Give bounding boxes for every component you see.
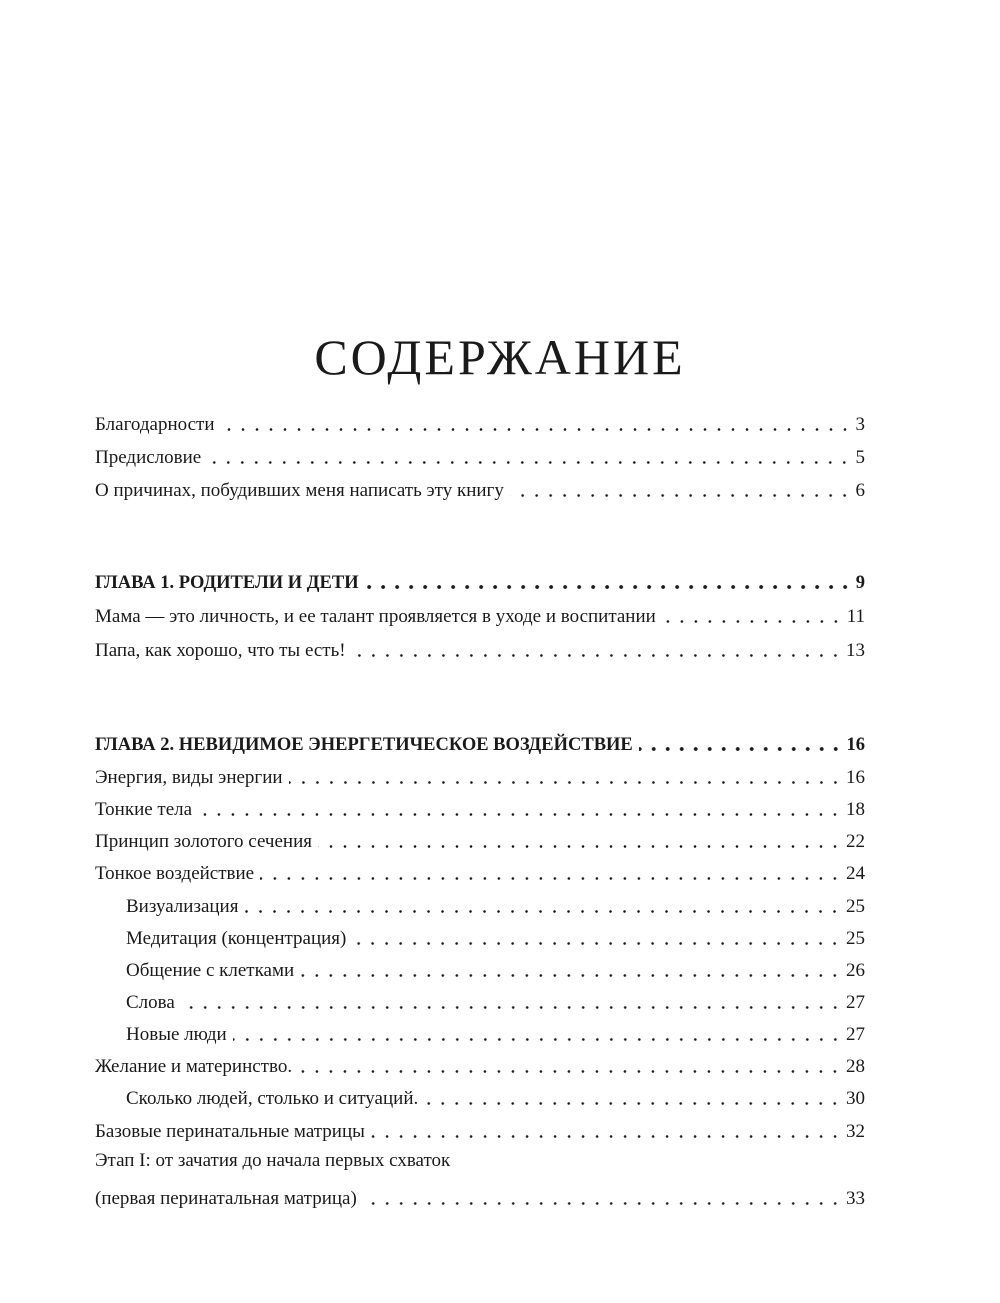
table-of-contents <box>95 0 865 1303</box>
dot-leader <box>352 942 842 945</box>
toc-subentry[interactable] <box>126 923 865 951</box>
toc-entry[interactable] <box>95 858 865 886</box>
toc-page-number: 25 <box>846 896 865 917</box>
toc-entry-title: Общение с клетками <box>126 960 295 981</box>
toc-entry[interactable] <box>95 1116 865 1144</box>
toc-entry-title: Энергия, виды энергии <box>95 767 283 788</box>
dot-leader <box>221 428 852 431</box>
dot-leader <box>233 1038 842 1041</box>
toc-entry-title: Визуализация <box>126 896 239 917</box>
toc-entry-first-line[interactable] <box>95 1149 865 1177</box>
toc-chapter-2-heading[interactable] <box>95 729 865 757</box>
page-title: СОДЕРЖАНИЕ <box>314 329 686 385</box>
dot-leader <box>352 654 842 657</box>
dot-leader <box>424 1102 842 1105</box>
toc-page-number: 24 <box>846 863 865 884</box>
dot-leader <box>662 620 843 623</box>
toc-subentry[interactable] <box>126 891 865 919</box>
toc-chapter-1-heading[interactable] <box>95 567 865 595</box>
dot-leader <box>181 1006 842 1009</box>
dot-leader <box>318 845 842 848</box>
toc-entry-title: Слова <box>126 992 175 1013</box>
dot-leader <box>198 813 842 816</box>
toc-page-number: 22 <box>846 831 865 852</box>
dot-leader <box>365 585 852 589</box>
toc-entry-preface[interactable] <box>95 442 865 470</box>
toc-page-number: 26 <box>846 960 865 981</box>
toc-entry-title: Тонкое воздействие <box>95 863 255 884</box>
toc-entry[interactable] <box>95 635 865 663</box>
toc-chapter-title: ГЛАВА 1. РОДИТЕЛИ И ДЕТИ <box>95 573 359 593</box>
toc-entry-title: Предисловие <box>95 447 202 468</box>
toc-page-number: 16 <box>846 735 865 755</box>
toc-entry-title: Базовые перинатальные матрицы <box>95 1121 365 1142</box>
toc-entry[interactable] <box>95 601 865 629</box>
toc-entry-title: Этап I: от зачатия до начала первых схваток <box>95 1150 451 1171</box>
toc-entry-title: Сколько людей, столько и ситуаций. <box>126 1088 419 1109</box>
toc-page-number: 13 <box>846 640 865 661</box>
toc-page-number: 30 <box>846 1088 865 1109</box>
toc-page-number: 6 <box>855 480 865 501</box>
toc-page-number: 33 <box>846 1188 865 1209</box>
toc-page-number: 25 <box>846 928 865 949</box>
toc-entry[interactable] <box>95 826 865 854</box>
toc-entry-title: Мама — это личность, и ее талант проявляется в уходе и воспитании <box>95 606 656 627</box>
toc-page-number: 27 <box>846 992 865 1013</box>
toc-entry-title: О причинах, побудивших меня написать эту книгу <box>95 480 504 501</box>
toc-page-number: 32 <box>846 1121 865 1142</box>
toc-entry-title: Благодарности <box>95 414 215 435</box>
toc-page-number: 27 <box>846 1024 865 1045</box>
toc-page-number: 16 <box>846 767 865 788</box>
dot-leader <box>260 877 842 880</box>
toc-subentry[interactable] <box>126 987 865 1015</box>
toc-page-number: 5 <box>855 447 865 468</box>
dot-leader <box>298 1070 842 1073</box>
toc-chapter-title: ГЛАВА 2. НЕВИДИМОЕ ЭНЕРГЕТИЧЕСКОЕ ВОЗДЕЙСТВИЕ <box>95 735 633 755</box>
dot-leader <box>244 910 842 913</box>
toc-entry-title: Медитация (концентрация) <box>126 928 347 949</box>
toc-entry[interactable] <box>95 1183 865 1211</box>
toc-page-number: 28 <box>846 1056 865 1077</box>
toc-subentry[interactable] <box>126 1019 865 1047</box>
toc-entry[interactable] <box>95 762 865 790</box>
toc-page-number: 11 <box>846 606 865 627</box>
toc-entry-title: Папа, как хорошо, что ты есть! <box>95 640 346 661</box>
toc-entry[interactable] <box>95 794 865 822</box>
dot-leader <box>289 781 842 784</box>
toc-page-number: 18 <box>846 799 865 820</box>
dot-leader <box>639 747 843 751</box>
toc-subentry[interactable] <box>126 955 865 983</box>
toc-entry-title: Новые люди <box>126 1024 227 1045</box>
toc-page-number: 9 <box>855 573 865 593</box>
dot-leader <box>300 974 842 977</box>
toc-entry-title: Принцип золотого сечения <box>95 831 312 852</box>
toc-entry-title: Тонкие тела <box>95 799 193 820</box>
dot-leader <box>371 1135 842 1138</box>
toc-entry-title: (первая перинатальная матрица) <box>95 1188 357 1209</box>
toc-page-number: 3 <box>855 414 865 435</box>
dot-leader <box>363 1202 842 1205</box>
toc-subentry[interactable] <box>126 1083 865 1111</box>
toc-entry-reasons[interactable] <box>95 475 865 503</box>
dot-leader <box>510 494 852 497</box>
toc-entry-title: Желание и материнство. <box>95 1056 293 1077</box>
toc-entry[interactable] <box>95 1051 865 1079</box>
toc-entry-acknowledgements[interactable] <box>95 409 865 437</box>
dot-leader <box>207 461 851 464</box>
